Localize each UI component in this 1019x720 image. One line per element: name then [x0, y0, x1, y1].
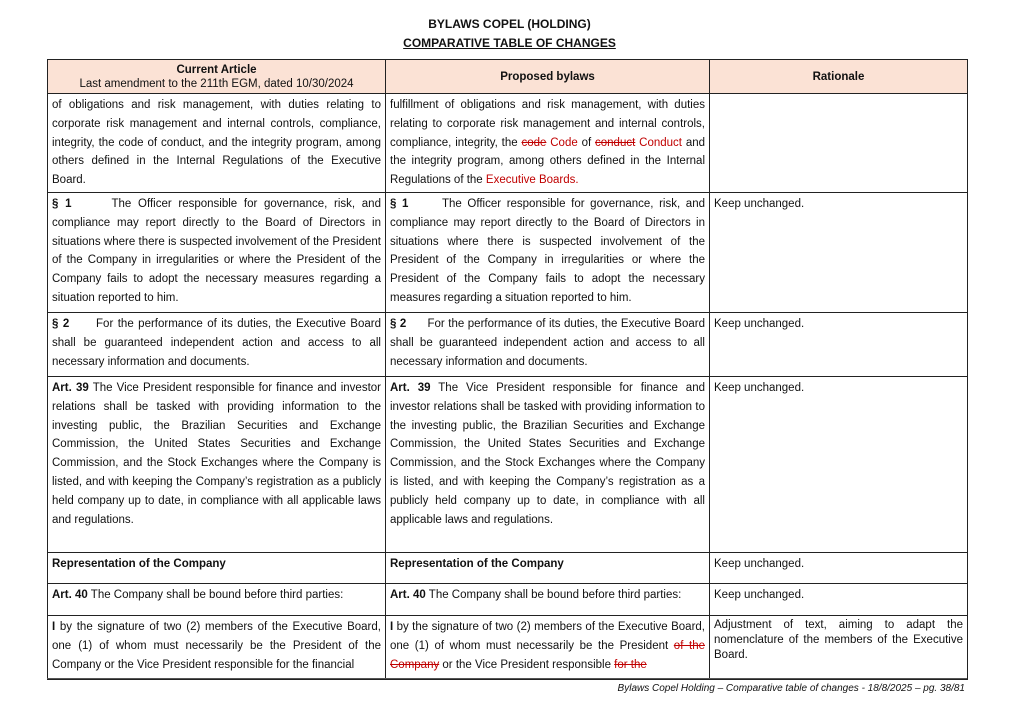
- table-row: [48, 583, 968, 615]
- page-footer: Bylaws Copel Holding – Comparative table of changes - 18/8/2025 – pg. 38/81: [617, 683, 965, 694]
- header-current-subtitle: Last amendment to the 211th EGM, dated 10/30/2024: [79, 77, 354, 90]
- rationale-cell: Keep unchanged.: [710, 583, 968, 615]
- current-cell: I by the signature of two (2) members of the Executive Board, one (1) of whom must necessarily be the President of the Company or the Vice President responsible for the financial: [48, 615, 386, 679]
- proposed-cell: § 2 For the performance of its duties, the Executive Board shall be guaranteed independent action and access to all necessary information and documents.: [386, 312, 710, 376]
- header-current-article: [48, 60, 386, 94]
- article-number: Art. 39: [52, 381, 89, 394]
- current-cell: of obligations and risk management, with duties relating to corporate risk management and internal controls, compliance, integrity, the code of conduct, and the integrity program, among others defined in the Internal Regulations of the Executive Board.: [48, 94, 386, 193]
- current-cell: § 2 For the performance of its duties, the Executive Board shall be guaranteed independent action and access to all necessary information and documents.: [48, 312, 386, 376]
- item-number: I: [52, 620, 56, 633]
- deleted-text: of the Company: [390, 639, 705, 671]
- paragraph-mark: § 2: [52, 317, 70, 330]
- document-subtitle: COMPARATIVE TABLE OF CHANGES: [403, 36, 616, 50]
- article-number: Art. 40: [52, 588, 88, 601]
- article-number: Art. 40: [390, 588, 426, 601]
- proposed-cell: Art. 40 The Company shall be bound before third parties:: [386, 583, 710, 615]
- deleted-text: conduct: [595, 136, 636, 149]
- article-number: Art. 39: [390, 381, 431, 394]
- paragraph-mark: § 1: [390, 197, 409, 210]
- footer-divider: [47, 678, 967, 679]
- table-row: [48, 552, 968, 583]
- proposed-cell: § 1 The Officer responsible for governance, risk, and compliance may report directly to the Board of Directors in situations where there is suspected involvement of the President of the Company in irregularities or where the President of the Company fails to adopt the necessary measures regarding a situation reported to him.: [386, 192, 710, 312]
- header-proposed-bylaws: Proposed bylaws: [386, 60, 710, 94]
- paragraph-mark: § 2: [390, 317, 407, 330]
- header-current-title: Current Article: [176, 63, 257, 76]
- header-rationale: Rationale: [710, 60, 968, 94]
- proposed-cell: fulfillment of obligations and risk management, with duties relating to corporate risk management and internal controls, compliance, integrity, the code Code of conduct Conduct and the integrity program, among others defined in the Internal Regulations of the Executive Boards.: [386, 94, 710, 193]
- rationale-cell: [710, 94, 968, 193]
- table-row: [48, 376, 968, 552]
- rationale-cell: Keep unchanged.: [710, 376, 968, 552]
- table-row: [48, 312, 968, 376]
- rationale-cell: Keep unchanged.: [710, 312, 968, 376]
- current-cell: Art. 39 The Vice President responsible for finance and investor relations shall be tasked with providing information to the investing public, the Brazilian Securities and Exchange Commission, the United States Securities and Exchange Commission, and the Stock Exchanges where the Company is listed, and with keeping the Company’s registration as a publicly held company up to date, in compliance with all applicable laws and regulations.: [48, 376, 386, 552]
- table-row: [48, 615, 968, 679]
- section-heading: Representation of the Company: [386, 552, 710, 583]
- item-number: I: [390, 620, 394, 633]
- table-row: [48, 192, 968, 312]
- inserted-text: Executive Boards: [485, 174, 576, 187]
- current-cell: § 1 The Officer responsible for governance, risk, and compliance may report directly to the Board of Directors in situations where there is suspected involvement of the President of the Company in irregularities or where the President of the Company fails to adopt the necessary measures regarding a situation reported to him.: [48, 192, 386, 312]
- deleted-text: code: [521, 136, 547, 149]
- table-header-row: [48, 60, 968, 94]
- rationale-cell: Adjustment of text, aiming to adapt the nomenclature of the members of the Executive Board.: [710, 615, 968, 679]
- proposed-cell: I by the signature of two (2) members of the Executive Board, one (1) of whom must necessarily be the President of the Company or the Vice President responsible for the: [386, 615, 710, 679]
- proposed-cell: Art. 39 The Vice President responsible for finance and investor relations shall be tasked with providing information to the investing public, the Brazilian Securities and Exchange Commission, the United States Securities and Exchange Commission, and the Stock Exchanges where the Company is listed, and with keeping the Company’s registration as a publicly held company up to date, in compliance with all applicable laws and regulations.: [386, 376, 710, 552]
- document-title: BYLAWS COPEL (HOLDING): [428, 17, 591, 31]
- inserted-text: Code: [550, 136, 578, 149]
- table-row: [48, 94, 968, 193]
- rationale-cell: Keep unchanged.: [710, 192, 968, 312]
- inserted-text: Conduct: [639, 136, 682, 149]
- section-heading: Representation of the Company: [48, 552, 386, 583]
- current-cell: Art. 40 The Company shall be bound before third parties:: [48, 583, 386, 615]
- deleted-text: for the: [614, 658, 647, 671]
- rationale-cell: Keep unchanged.: [710, 552, 968, 583]
- comparison-table: [47, 59, 968, 680]
- paragraph-mark: § 1: [52, 197, 72, 210]
